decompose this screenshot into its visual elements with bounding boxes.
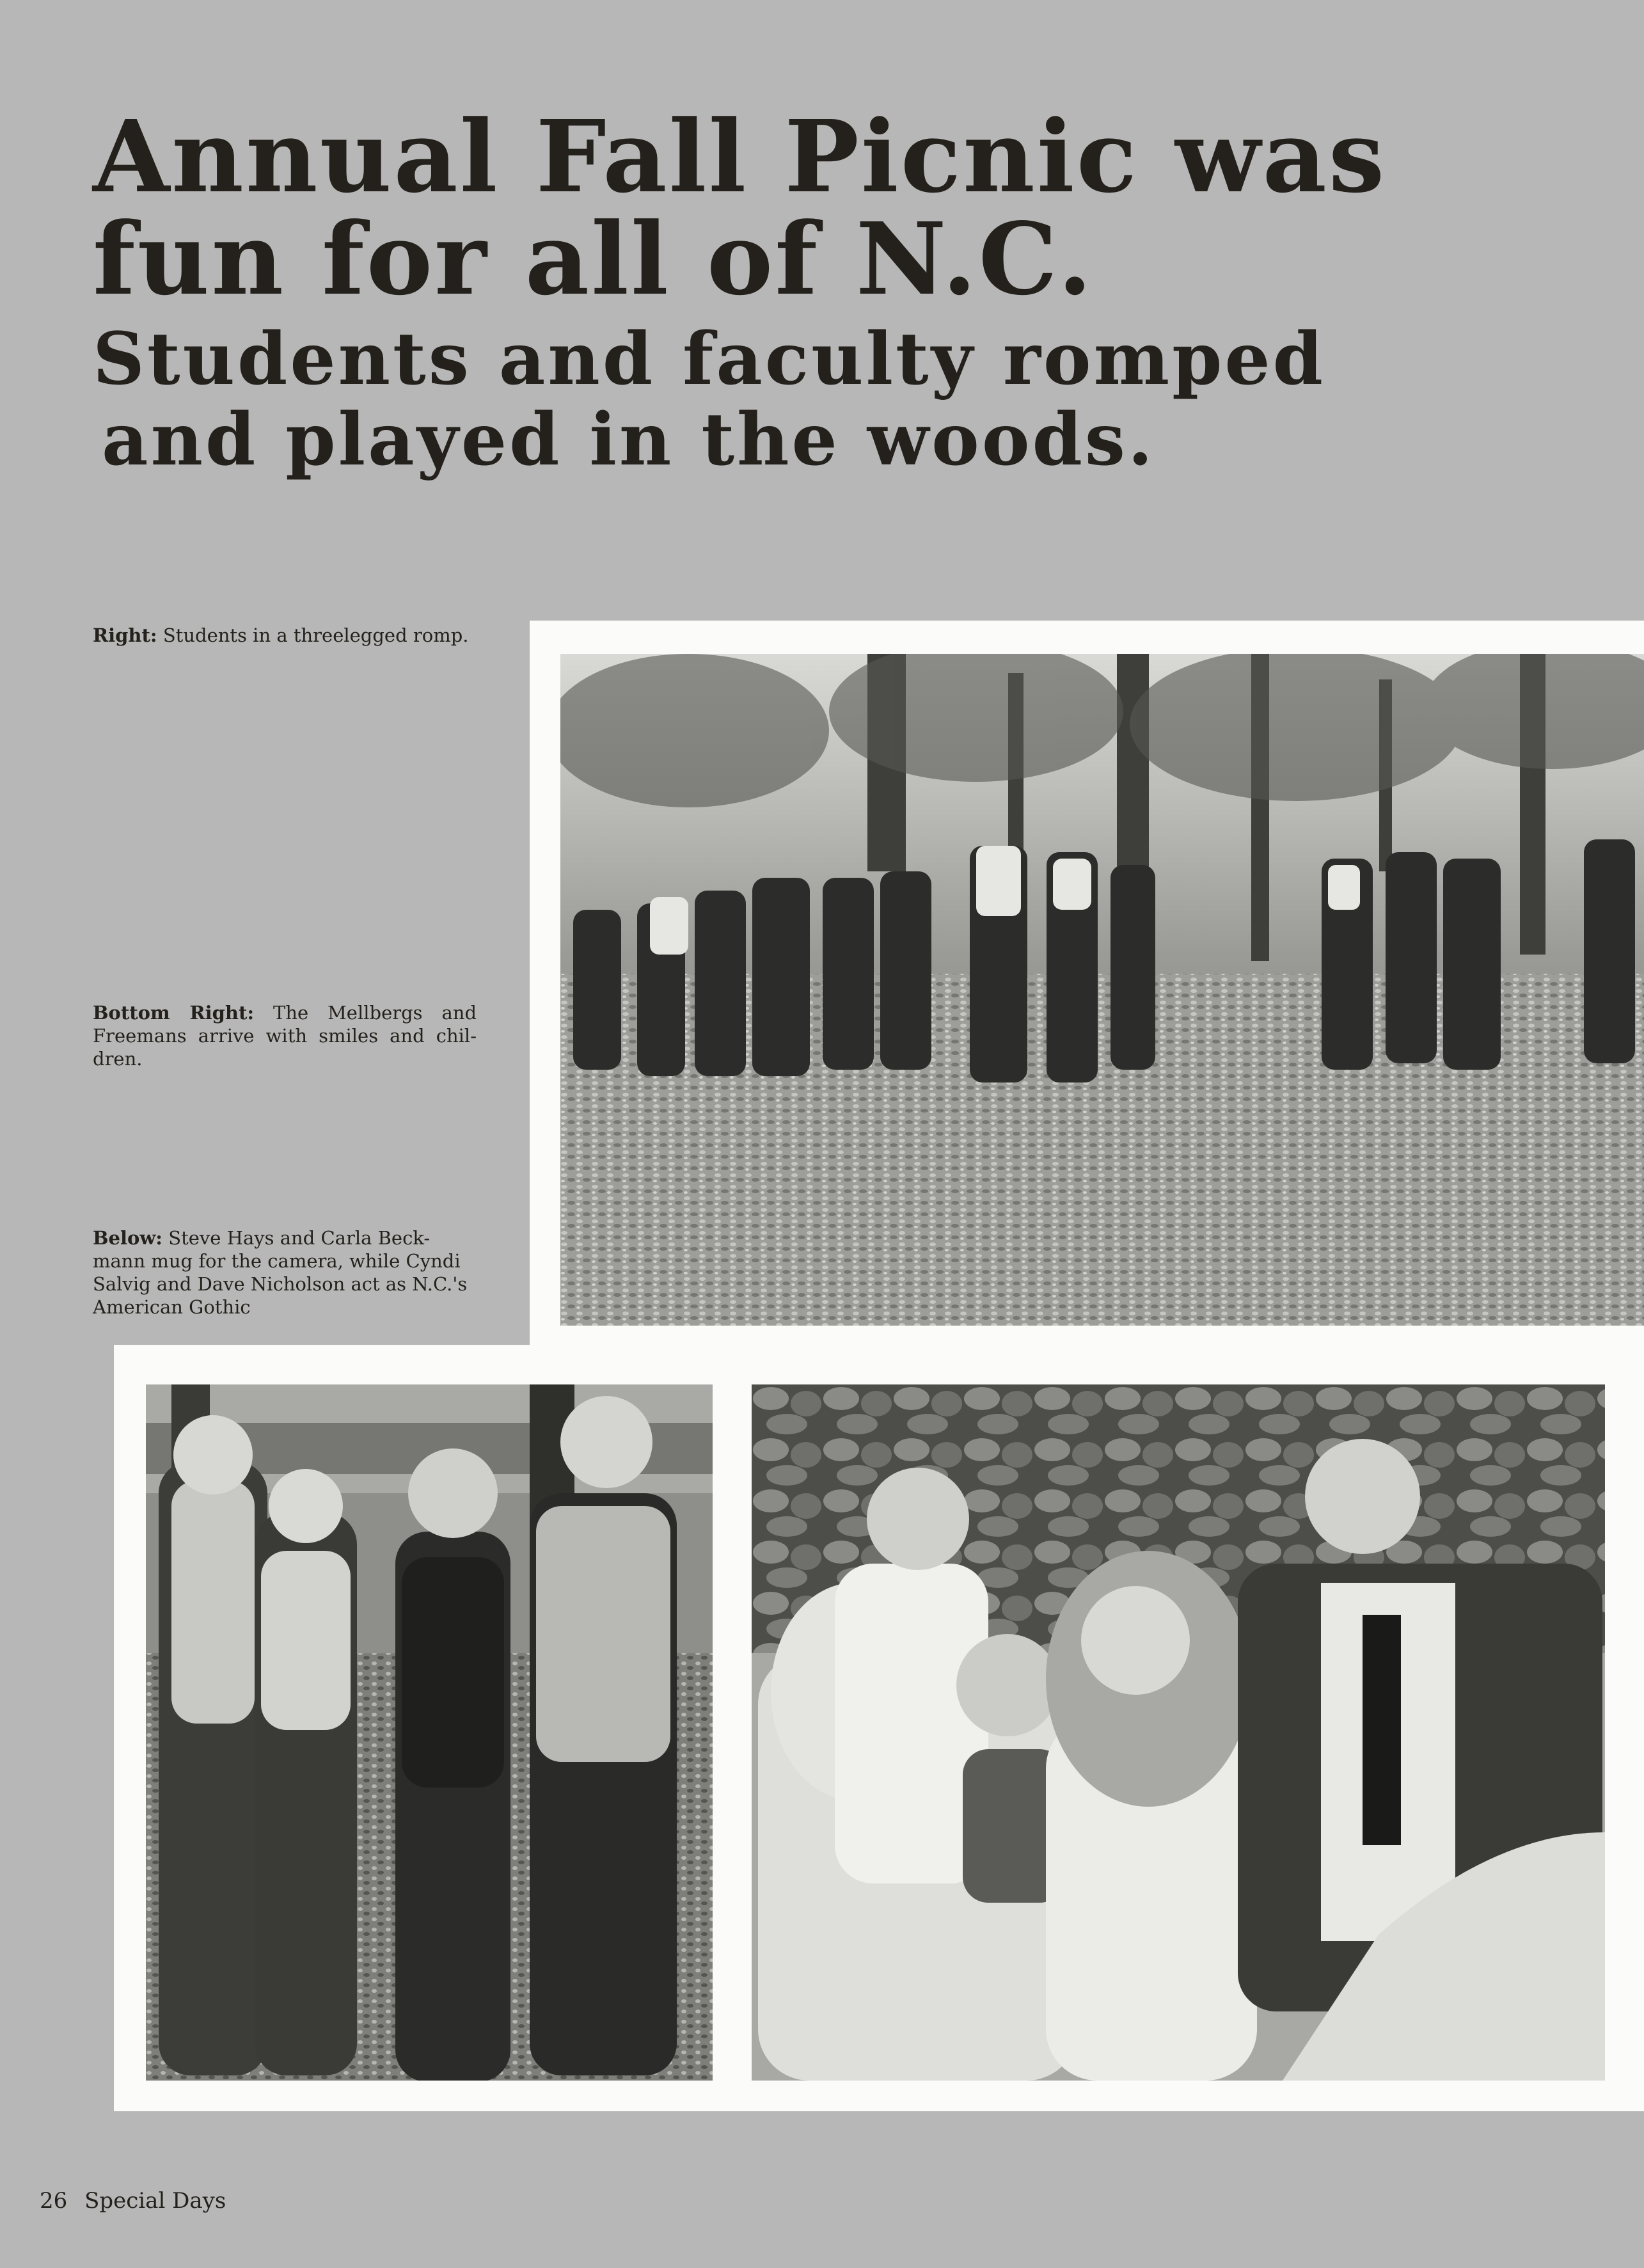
headline-line-1: Annual Fall Picnic was bbox=[93, 98, 1387, 215]
photo-threelegged-romp bbox=[560, 654, 1644, 1326]
headline-line-3: Students and faculty romped bbox=[93, 317, 1325, 401]
caption-right bbox=[93, 624, 486, 647]
caption-bottom-right bbox=[93, 1001, 477, 1070]
headline-line-2: fun for all of N.C. bbox=[93, 200, 1095, 317]
caption-right-text: Students in a threelegged romp. bbox=[162, 624, 469, 646]
caption-bottom-right-label: Bottom Right: bbox=[93, 1002, 255, 1024]
photo-students-american-gothic bbox=[146, 1384, 713, 2081]
photo-frame-top bbox=[530, 621, 1644, 1345]
headline-line-4: and played in the woods. bbox=[102, 398, 1155, 482]
caption-right-label: Right: bbox=[93, 624, 157, 646]
caption-bottom-right-text: The Mellbergs and Freemans arrive with smiles and chil-dren. bbox=[93, 1002, 477, 1070]
caption-below-text: Steve Hays and Carla Beck-mann mug for the camera, while Cyndi Salvig and Dave Nicholson act as N.C.'s American Gothic bbox=[93, 1227, 468, 1318]
photo-frame-bottom bbox=[114, 1345, 1644, 2111]
caption-below-label: Below: bbox=[93, 1227, 162, 1249]
page-footer bbox=[40, 2188, 226, 2214]
page-number: 26 bbox=[40, 2188, 68, 2214]
caption-below bbox=[93, 1226, 477, 1319]
photo-families-arriving bbox=[752, 1384, 1605, 2081]
section-title: Special Days bbox=[84, 2188, 226, 2214]
headline bbox=[93, 98, 1387, 482]
